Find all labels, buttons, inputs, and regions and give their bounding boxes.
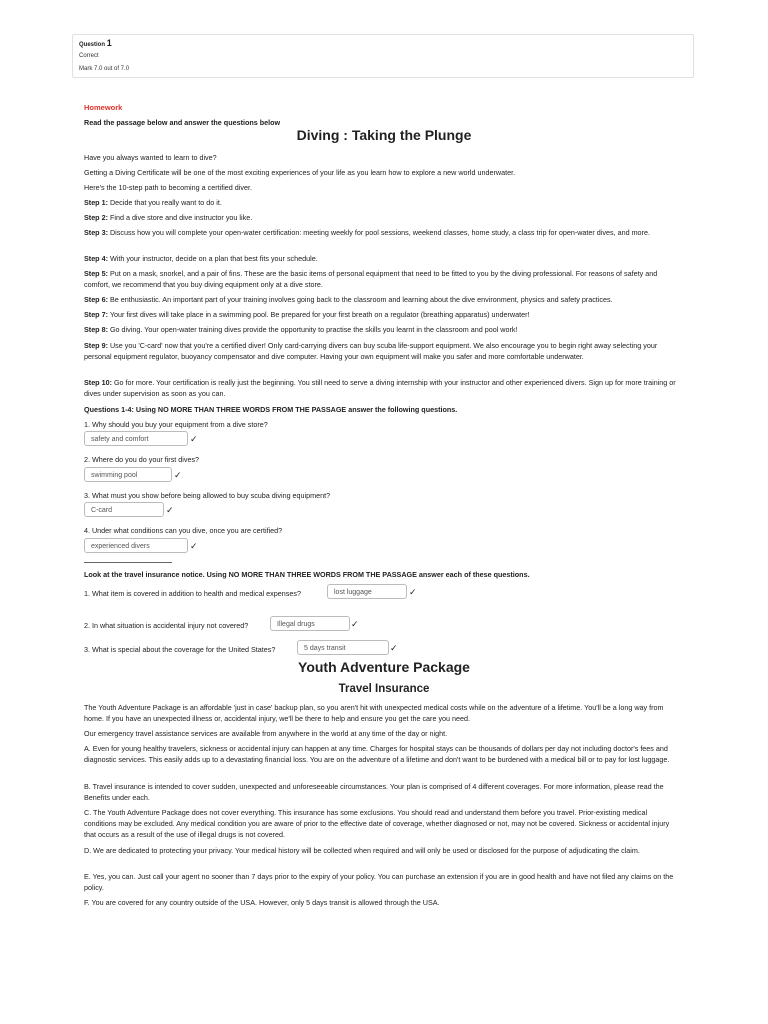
s2-answer-3-input[interactable]: 5 days transit bbox=[297, 640, 389, 655]
s1-question-2: 2. Where do you do your first dives? bbox=[84, 455, 200, 464]
insurance-item-d: D. We are dedicated to protecting your privacy. Your medical history will be collected when required and will only be used or disclosed for the purpose of adjudicating the claim. bbox=[84, 846, 640, 855]
divider bbox=[84, 562, 172, 563]
question-number: 1 bbox=[106, 38, 112, 48]
insurance-subtitle: Travel Insurance bbox=[338, 683, 430, 695]
step-1: Step 1: Decide that you really want to do it. bbox=[84, 198, 222, 207]
step-10: Step 10: Go for more. Your certification is really just the beginning. You still need to serve a diving internship with your instructor and other experienced divers. Sign up for more training or dives under supervision as soon as you can. bbox=[84, 378, 676, 398]
check-icon: ✓ bbox=[409, 587, 417, 597]
s1-answer-2-input[interactable]: swimming pool bbox=[84, 467, 172, 482]
section1-heading: Questions 1-4: Using NO MORE THAN THREE WORDS FROM THE PASSAGE answer the following questions. bbox=[84, 405, 458, 414]
check-icon: ✓ bbox=[190, 541, 198, 551]
question-info-box bbox=[72, 34, 694, 78]
s2-answer-1-input[interactable]: lost luggage bbox=[327, 584, 407, 599]
insurance-item-c: C. The Youth Adventure Package does not cover everything. This insurance has some exclusions. You should read and understand them before you travel. Prior-existing medical conditions may be excluded. Any medical condition you are aware of prior to the effective date of coverage, whether diagnosed or not, may not be covered. Sickness or accidental injury that occurs as a result of the use of illegal drugs is not covered. bbox=[84, 808, 670, 839]
insurance-item-e: E. Yes, you can. Just call your agent no sooner than 7 days prior to the expiry of your policy. You can purchase an extension if you are in good health and have not filed any claims on the policy. bbox=[84, 872, 674, 892]
insurance-paragraph-2: Our emergency travel assistance services are available from anywhere in the world at any time of the day or night. bbox=[84, 729, 448, 738]
homework-label: Homework bbox=[84, 103, 123, 112]
insurance-title: Youth Adventure Package bbox=[298, 659, 470, 675]
step-6: Step 6: Be enthusiastic. An important part of your training involves going back to the classroom and learning about the dive environment, physics and safety practices. bbox=[84, 295, 613, 304]
passage-title: Diving : Taking the Plunge bbox=[296, 127, 472, 143]
check-icon: ✓ bbox=[174, 470, 182, 480]
passage-intro-1: Have you always wanted to learn to dive? bbox=[84, 153, 217, 162]
passage-intro-2: Getting a Diving Certificate will be one of the most exciting experiences of your life as you learn how to explore a new world underwater. bbox=[84, 168, 516, 177]
insurance-item-b: B. Travel insurance is intended to cover sudden, unexpected and unforeseeable circumstances. Your plan is comprised of 4 different coverages. For more information, please read the Benefits under each. bbox=[84, 782, 664, 802]
check-icon: ✓ bbox=[351, 619, 359, 629]
step-8: Step 8: Go diving. Your open-water training dives provide the opportunity to practise the skills you learnt in the classroom and pool work! bbox=[84, 325, 518, 334]
s2-question-1: 1. What item is covered in addition to health and medical expenses? bbox=[84, 589, 301, 598]
step-7: Step 7: Your first dives will take place in a swimming pool. Be prepared for your first breath on a regulator (breathing apparatus) underwater! bbox=[84, 310, 530, 319]
check-icon: ✓ bbox=[166, 505, 174, 515]
question-grade: Mark 7.0 out of 7.0 bbox=[79, 66, 130, 72]
section2-heading: Look at the travel insurance notice. Using NO MORE THAN THREE WORDS FROM THE PASSAGE answer each of these questions. bbox=[84, 570, 530, 579]
check-icon: ✓ bbox=[190, 434, 198, 444]
step-4: Step 4: With your instructor, decide on a plan that best fits your schedule. bbox=[84, 254, 318, 263]
check-icon: ✓ bbox=[390, 643, 398, 653]
instruction-text: Read the passage below and answer the questions below bbox=[84, 118, 281, 127]
s1-answer-1-input[interactable]: safety and comfort bbox=[84, 431, 188, 446]
passage-intro-3: Here's the 10-step path to becoming a certified diver. bbox=[84, 183, 252, 192]
s2-question-3: 3. What is special about the coverage for the United States? bbox=[84, 645, 276, 654]
step-3: Step 3: Discuss how you will complete your open-water certification: meeting weekly for pool sessions, weekend classes, home study, a class trip for open-water dives, and more. bbox=[84, 228, 650, 237]
insurance-item-a: A. Even for young healthy travelers, sickness or accidental injury can happen at any time. Charges for hospital stays can be thousands of dollars per day not including doctor's fees and diagnostic services. This easily adds up to a devastating financial loss. You are on the adventure of a lifetime and don't want to be burdened with a medical bill or to pay for lost luggage. bbox=[84, 744, 670, 764]
s1-answer-3-input[interactable]: C-card bbox=[84, 502, 164, 517]
step-9: Step 9: Use you 'C-card' now that you're a certified diver! Only card-carrying divers can buy scuba life-support equipment. We also encourage you to begin right away selecting your personal equipment regulator, buoyancy compensator and dive computer. Having your own equipment will make you safer and more comfortable underwater. bbox=[84, 341, 658, 361]
s1-question-4: 4. Under what conditions can you dive, once you are certified? bbox=[84, 526, 283, 535]
s1-question-1: 1. Why should you buy your equipment from a dive store? bbox=[84, 420, 268, 429]
s1-question-3: 3. What must you show before being allowed to buy scuba diving equipment? bbox=[84, 491, 331, 500]
step-2: Step 2: Find a dive store and dive instructor you like. bbox=[84, 213, 253, 222]
insurance-paragraph-1: The Youth Adventure Package is an affordable 'just in case' backup plan, so you aren't hit with unexpected medical costs while on the adventure of a lifetime. You'll be a long way from home. If you have an unexpected illness or, accidental injury, we'll be there to help and ensure you get the care you need. bbox=[84, 703, 664, 723]
insurance-item-f: F. You are covered for any country outside of the USA. However, only 5 days transit is allowed through the USA. bbox=[84, 898, 440, 907]
step-5: Step 5: Put on a mask, snorkel, and a pair of fins. These are the basic items of personal equipment that need to be fitted to you by the diving professional. For reasons of safety and comfort, we recommend that you buy diving equipment only at a dive store. bbox=[84, 269, 658, 289]
s2-question-2: 2. In what situation is accidental injury not covered? bbox=[84, 621, 249, 630]
question-number-label bbox=[79, 38, 112, 48]
question-state: Correct bbox=[79, 53, 99, 59]
s2-answer-2-input[interactable]: Illegal drugs bbox=[270, 616, 350, 631]
question-label-text: Question bbox=[79, 42, 106, 48]
s1-answer-4-input[interactable]: experienced divers bbox=[84, 538, 188, 553]
